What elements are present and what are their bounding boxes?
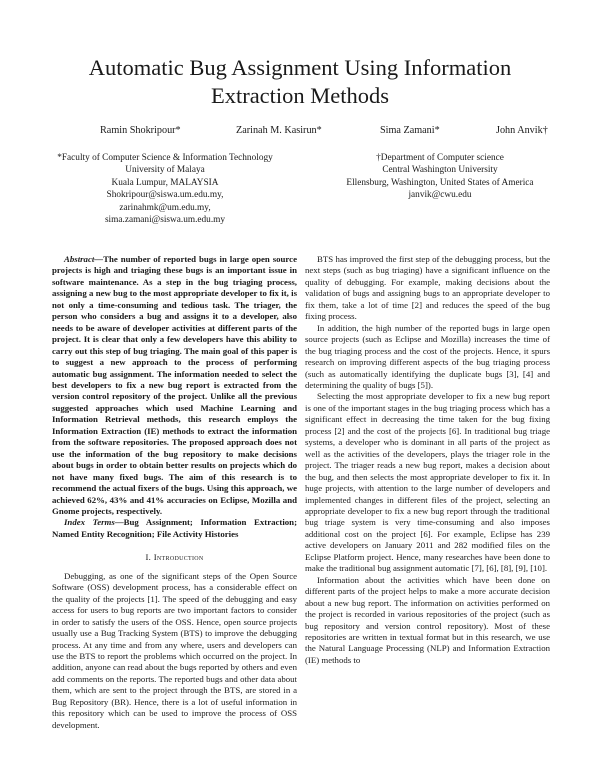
affiliation-line: University of Malaya [125,165,205,176]
body-paragraph: Selecting the most appropriate developer to fix a new bug report is one of the important stages in the bug triaging process which has a significant effect in decreasing the time taken for the bug fixing process [2] and the cost of the projects [6]. In traditional bug triage systems, a developer who is dominant in all parts of the project as well as the activities of the developers, plays the triager role in the project. The triager reads a new bug report, makes a decision about the bug, and then selects the most appropriate developer to fix it. In huge projects, with attention to the large number of developers and implemented changes in different files of the project, selecting an appropriate developer to fix a new bug report through the traditional bug triage system is very time-consuming and also imposes additional cost on the project [6]. For example, Eclipse has 239 active developers on January 2011 and 282 modified files on the Eclipse Platform project. Hence, many researches have been done to make the traditional bug assignment automatic [7], [6], [8], [9], [10]. [305,391,550,574]
affiliation-line: Kuala Lumpur, MALAYSIA [111,177,219,188]
author-name: Ramin Shokripour* [100,125,181,136]
index-terms-text: —Bug Assignment; Information Extraction; Named Entity Recognition; File Activity Histories [52,517,297,539]
affiliation-line: Ellensburg, Washington, United States of America [346,177,534,188]
body-paragraph: Debugging, as one of the significant steps of the Open Source Software (OSS) development process, has a considerable effect on the quality of the projects [1]. The speed of the debugging and easy access for users to bug reports are two important factors to consider in order to satisfy the users of the OSS. Hence, open source projects usually use a Bug Tracking System (BTS) to improve the debugging process. At any time and from any where, users and developers can use the BTS to report the problems which occurred on the project. In addition, anyone can read about the bugs reported by others and even add comments on the reports. The reported bugs and other data about them, which are sent to the project through the BTS, are stored in a Bug Repository (BR). Hence, there is a lot of useful information in this repository which can be used to improve the process of OSS development. [52,570,297,730]
affiliation-line: Central Washington University [382,165,498,176]
body-paragraph: In addition, the high number of the reported bugs in large open source projects (such as Eclipse and Mozilla) increases the time of the bug triaging process and the cost of the projects. Hence, it spurs research on improving different aspects of the bug triaging process (such as automatically identifying the duplicate bugs [3], [4] and determining the quality of bugs [5]). [305,322,550,390]
author-name: John Anvik† [496,125,548,136]
section-number: I. [145,552,152,563]
body-paragraph: BTS has improved the first step of the debugging process, but the next steps (such as bug triaging) have a significant influence on the quality of debugging. For example, making decisions about the validation of bugs and assigning bugs to an appropriate developer to fix them, take a lot of time [2] and reduces the speed of the bug fixing process. [305,254,550,322]
affiliation-line: †Department of Computer science [376,153,504,163]
index-terms-label: Index Terms [64,517,115,528]
paper-title: Automatic Bug Assignment Using Information Extraction Methods [88,55,512,108]
affiliation-line: zarinahmk@um.edu.my, [119,202,211,213]
author-name: Sima Zamani* [380,125,440,136]
affiliation-line: sima.zamani@siswa.um.edu.my [104,215,226,226]
section-title: Introduction [153,552,204,563]
right-column [305,254,550,666]
section-heading [52,552,297,563]
index-terms [52,517,297,540]
left-column [52,254,297,731]
affiliation-line: *Faculty of Computer Science & Information Technology [57,153,273,163]
affiliation-left [30,152,300,226]
abstract-label: Abstract— [64,254,104,264]
abstract-text: The number of reported bugs in large open source projects is high and triaging these bugs is an important issue in software maintenance. As a step in the bug triaging process, assigning a new bug to the most appropriate developer to fix it, is not only a time-consuming and tedious task. The triager, the person who considers a bug and assigns it to a developer, also needs to be aware of developer activities at different parts of the project. It is clear that only a few developers have this ability to carry out this step of bug triaging. The main goal of this paper is to suggest a new approach to the process of performing automatic bug assignment. The information needed to select the best developers to fix a new bug report is extracted from the version control repository of the project. Unlike all the previous suggested approaches which used Machine Learning and Information Retrieval methods, this research employs the Information Extraction (IE) methods to extract the information from the software repositories. The proposed approach does not use the information of the bug repository to make decisions about bugs in order to obtain better results on projects which do not have many fixed bugs. The aim of this research is to recommend the actual fixers of the bugs. Using this approach, we achieved 62%, 43% and 41% accuracies on Eclipse, Mozilla and Gnome projects, respectively. [52,254,297,516]
body-paragraph: Information about the activities which have been done on different parts of the project helps to make a more accurate decision about a new bug report. The information on activities performed on the project is recorded in various repositories of the project (such as bug repository and version control repository). Most of these repositories are written in textual format but in this research, we use the Natural Language Processing (NLP) and Information Extraction (IE) methods to [305,574,550,665]
affiliation-line: Shokripour@siswa.um.edu.my, [106,190,224,201]
affiliation-right [305,152,575,202]
affiliation-line: janvik@cwu.edu [408,190,472,201]
abstract [52,254,297,517]
author-list [0,125,600,141]
author-name: Zarinah M. Kasirun* [236,125,322,136]
